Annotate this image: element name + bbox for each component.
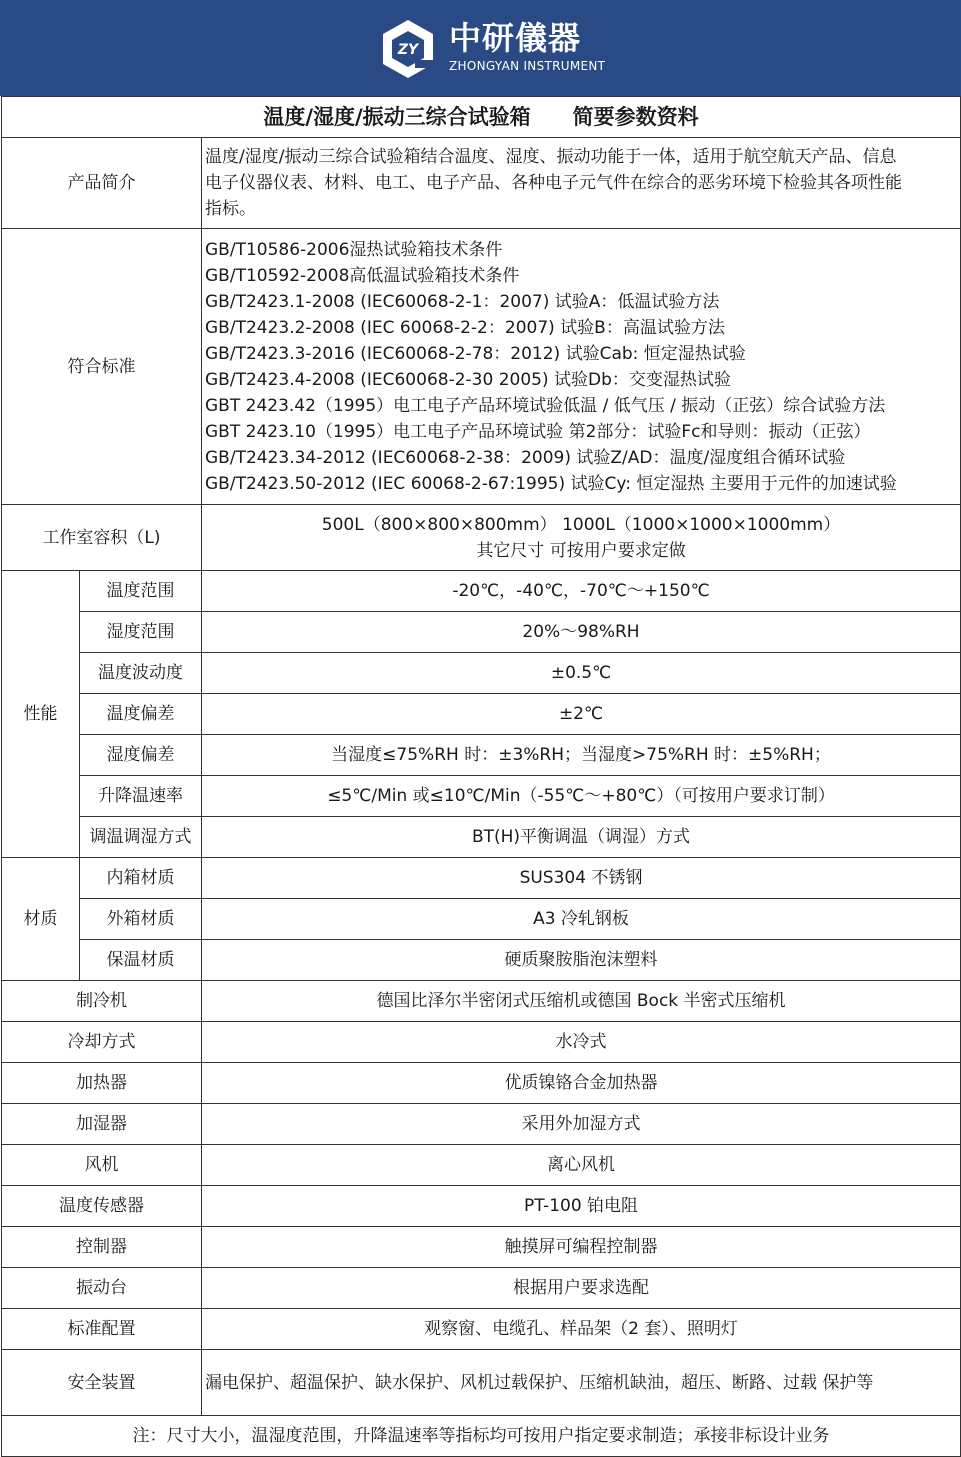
performance-row: [2, 735, 961, 776]
param-label: 调温调湿方式: [80, 817, 202, 858]
param-value: 触摸屏可编程控制器: [202, 1227, 961, 1268]
param-value: A3 冷轧钢板: [202, 899, 961, 940]
param-label: 控制器: [2, 1227, 202, 1268]
volume-line: 其它尺寸 可按用户要求定做: [476, 540, 686, 561]
param-value: 观察窗、电缆孔、样品架（2 套）、照明灯: [202, 1309, 961, 1350]
param-value: 根据用户要求选配: [202, 1268, 961, 1309]
spec-row: [2, 1309, 961, 1350]
volume-line: 500L（800×800×800mm） 1000L（1000×1000×1000mm）: [321, 514, 841, 535]
standard-item: GBT 2423.42（1995）电工电子产品环境试验低温 / 低气压 / 振动（正弦）综合试验方法: [205, 395, 886, 416]
param-value: ±0.5℃: [202, 653, 961, 694]
intro-line: 电子仪器仪表、材料、电工、电子产品、各种电子元气件在综合的恶劣环境下检验其各项性能: [205, 173, 902, 193]
param-label: 湿度范围: [80, 612, 202, 653]
param-label: 冷却方式: [2, 1022, 202, 1063]
safety-label: 安全装置: [2, 1350, 202, 1416]
material-row: [2, 858, 961, 899]
volume-row: [2, 505, 961, 571]
standards-list: [202, 229, 961, 505]
standard-item: GB/T2423.50-2012 (IEC 60068-2-67:1995) 试验Cy: 恒定湿热 主要用于元件的加速试验: [205, 473, 897, 494]
brand-name-cn: 中研儀器: [449, 19, 582, 57]
param-value: SUS304 不锈钢: [202, 858, 961, 899]
page-title: 温度/湿度/振动三综合试验箱 简要参数资料: [2, 97, 961, 138]
param-value: 水冷式: [202, 1022, 961, 1063]
safety-value: 漏电保护、超温保护、缺水保护、风机过载保护、压缩机缺油，超压、断路、过载 保护等: [202, 1350, 961, 1416]
safety-row: [2, 1350, 961, 1416]
intro-text: [202, 138, 961, 229]
performance-group-label: 性能: [2, 571, 80, 858]
performance-row: [2, 612, 961, 653]
param-value: 硬质聚胺脂泡沫塑料: [202, 940, 961, 981]
standard-item: GB/T2423.1-2008 (IEC60068-2-1：2007) 试验A：低温试验方法: [205, 291, 720, 312]
intro-label: 产品简介: [2, 138, 202, 229]
spec-row: [2, 1022, 961, 1063]
performance-row: [2, 694, 961, 735]
spec-row: [2, 1268, 961, 1309]
standard-item: GB/T2423.4-2008 (IEC60068-2-30 2005) 试验Db：交变湿热试验: [205, 369, 731, 390]
intro-line: 温度/湿度/振动三综合试验箱结合温度、湿度、振动功能于一体，适用于航空航天产品、信息: [205, 147, 897, 167]
brand-name-en: ZHONGYAN INSTRUMENT: [449, 59, 606, 73]
footnote: 注：尺寸大小，温湿度范围，升降温速率等指标均可按用户指定要求制造；承接非标设计业务: [2, 1416, 961, 1457]
param-label: 湿度偏差: [80, 735, 202, 776]
param-value: 采用外加湿方式: [202, 1104, 961, 1145]
performance-row: [2, 817, 961, 858]
param-label: 制冷机: [2, 981, 202, 1022]
standards-label: 符合标准: [2, 229, 202, 505]
param-value: PT-100 铂电阻: [202, 1186, 961, 1227]
standards-row: [2, 229, 961, 505]
param-value: 当湿度≤75%RH 时：±3%RH；当湿度>75%RH 时：±5%RH；: [202, 735, 961, 776]
performance-row: [2, 653, 961, 694]
param-label: 温度传感器: [2, 1186, 202, 1227]
spec-row: [2, 1104, 961, 1145]
standard-item: GB/T2423.2-2008 (IEC 60068-2-2：2007) 试验B：高温试验方法: [205, 317, 725, 338]
intro-line: 指标。: [205, 199, 256, 219]
param-value: 优质镍铬合金加热器: [202, 1063, 961, 1104]
title-row: [2, 97, 961, 138]
intro-row: [2, 138, 961, 229]
material-row: [2, 940, 961, 981]
param-label: 风机: [2, 1145, 202, 1186]
param-label: 温度偏差: [80, 694, 202, 735]
param-value: 20%～98%RH: [202, 612, 961, 653]
standard-item: GBT 2423.10（1995）电工电子产品环境试验 第2部分：试验Fc和导则：振动（正弦）: [205, 421, 871, 442]
param-value: 德国比泽尔半密闭式压缩机或德国 Bock 半密式压缩机: [202, 981, 961, 1022]
material-row: [2, 899, 961, 940]
spec-row: [2, 1063, 961, 1104]
spec-row: [2, 1227, 961, 1268]
performance-row: [2, 571, 961, 612]
param-label: 加湿器: [2, 1104, 202, 1145]
standard-item: GB/T10592-2008高低温试验箱技术条件: [205, 265, 520, 286]
param-label: 标准配置: [2, 1309, 202, 1350]
zhongyan-logo-icon: [377, 18, 439, 80]
param-label: 加热器: [2, 1063, 202, 1104]
material-group-label: 材质: [2, 858, 80, 981]
param-value: 离心风机: [202, 1145, 961, 1186]
param-label: 温度波动度: [80, 653, 202, 694]
param-value: ±2℃: [202, 694, 961, 735]
param-label: 内箱材质: [80, 858, 202, 899]
spec-table: [1, 96, 961, 1457]
param-label: 温度范围: [80, 571, 202, 612]
standard-item: GB/T2423.3-2016 (IEC60068-2-78：2012) 试验Cab: 恒定湿热试验: [205, 343, 746, 364]
volume-label: 工作室容积（L): [2, 505, 202, 571]
param-label: 升降温速率: [80, 776, 202, 817]
param-value: ≤5℃/Min 或≤10℃/Min（-55℃～+80℃）（可按用户要求订制）: [202, 776, 961, 817]
volume-value: [202, 505, 961, 571]
note-row: [2, 1416, 961, 1457]
standard-item: GB/T2423.34-2012 (IEC60068-2-38：2009) 试验Z/AD：温度/湿度组合循环试验: [205, 447, 846, 468]
standard-item: GB/T10586-2006湿热试验箱技术条件: [205, 239, 503, 260]
performance-row: [2, 776, 961, 817]
param-label: 外箱材质: [80, 899, 202, 940]
spec-row: [2, 1145, 961, 1186]
param-value: BT(H)平衡调温（调湿）方式: [202, 817, 961, 858]
param-value: -20℃，-40℃，-70℃～+150℃: [202, 571, 961, 612]
spec-row: [2, 1186, 961, 1227]
param-label: 保温材质: [80, 940, 202, 981]
spec-row: [2, 981, 961, 1022]
param-label: 振动台: [2, 1268, 202, 1309]
logo-text: ZY: [397, 42, 419, 58]
brand-header: [0, 0, 961, 96]
